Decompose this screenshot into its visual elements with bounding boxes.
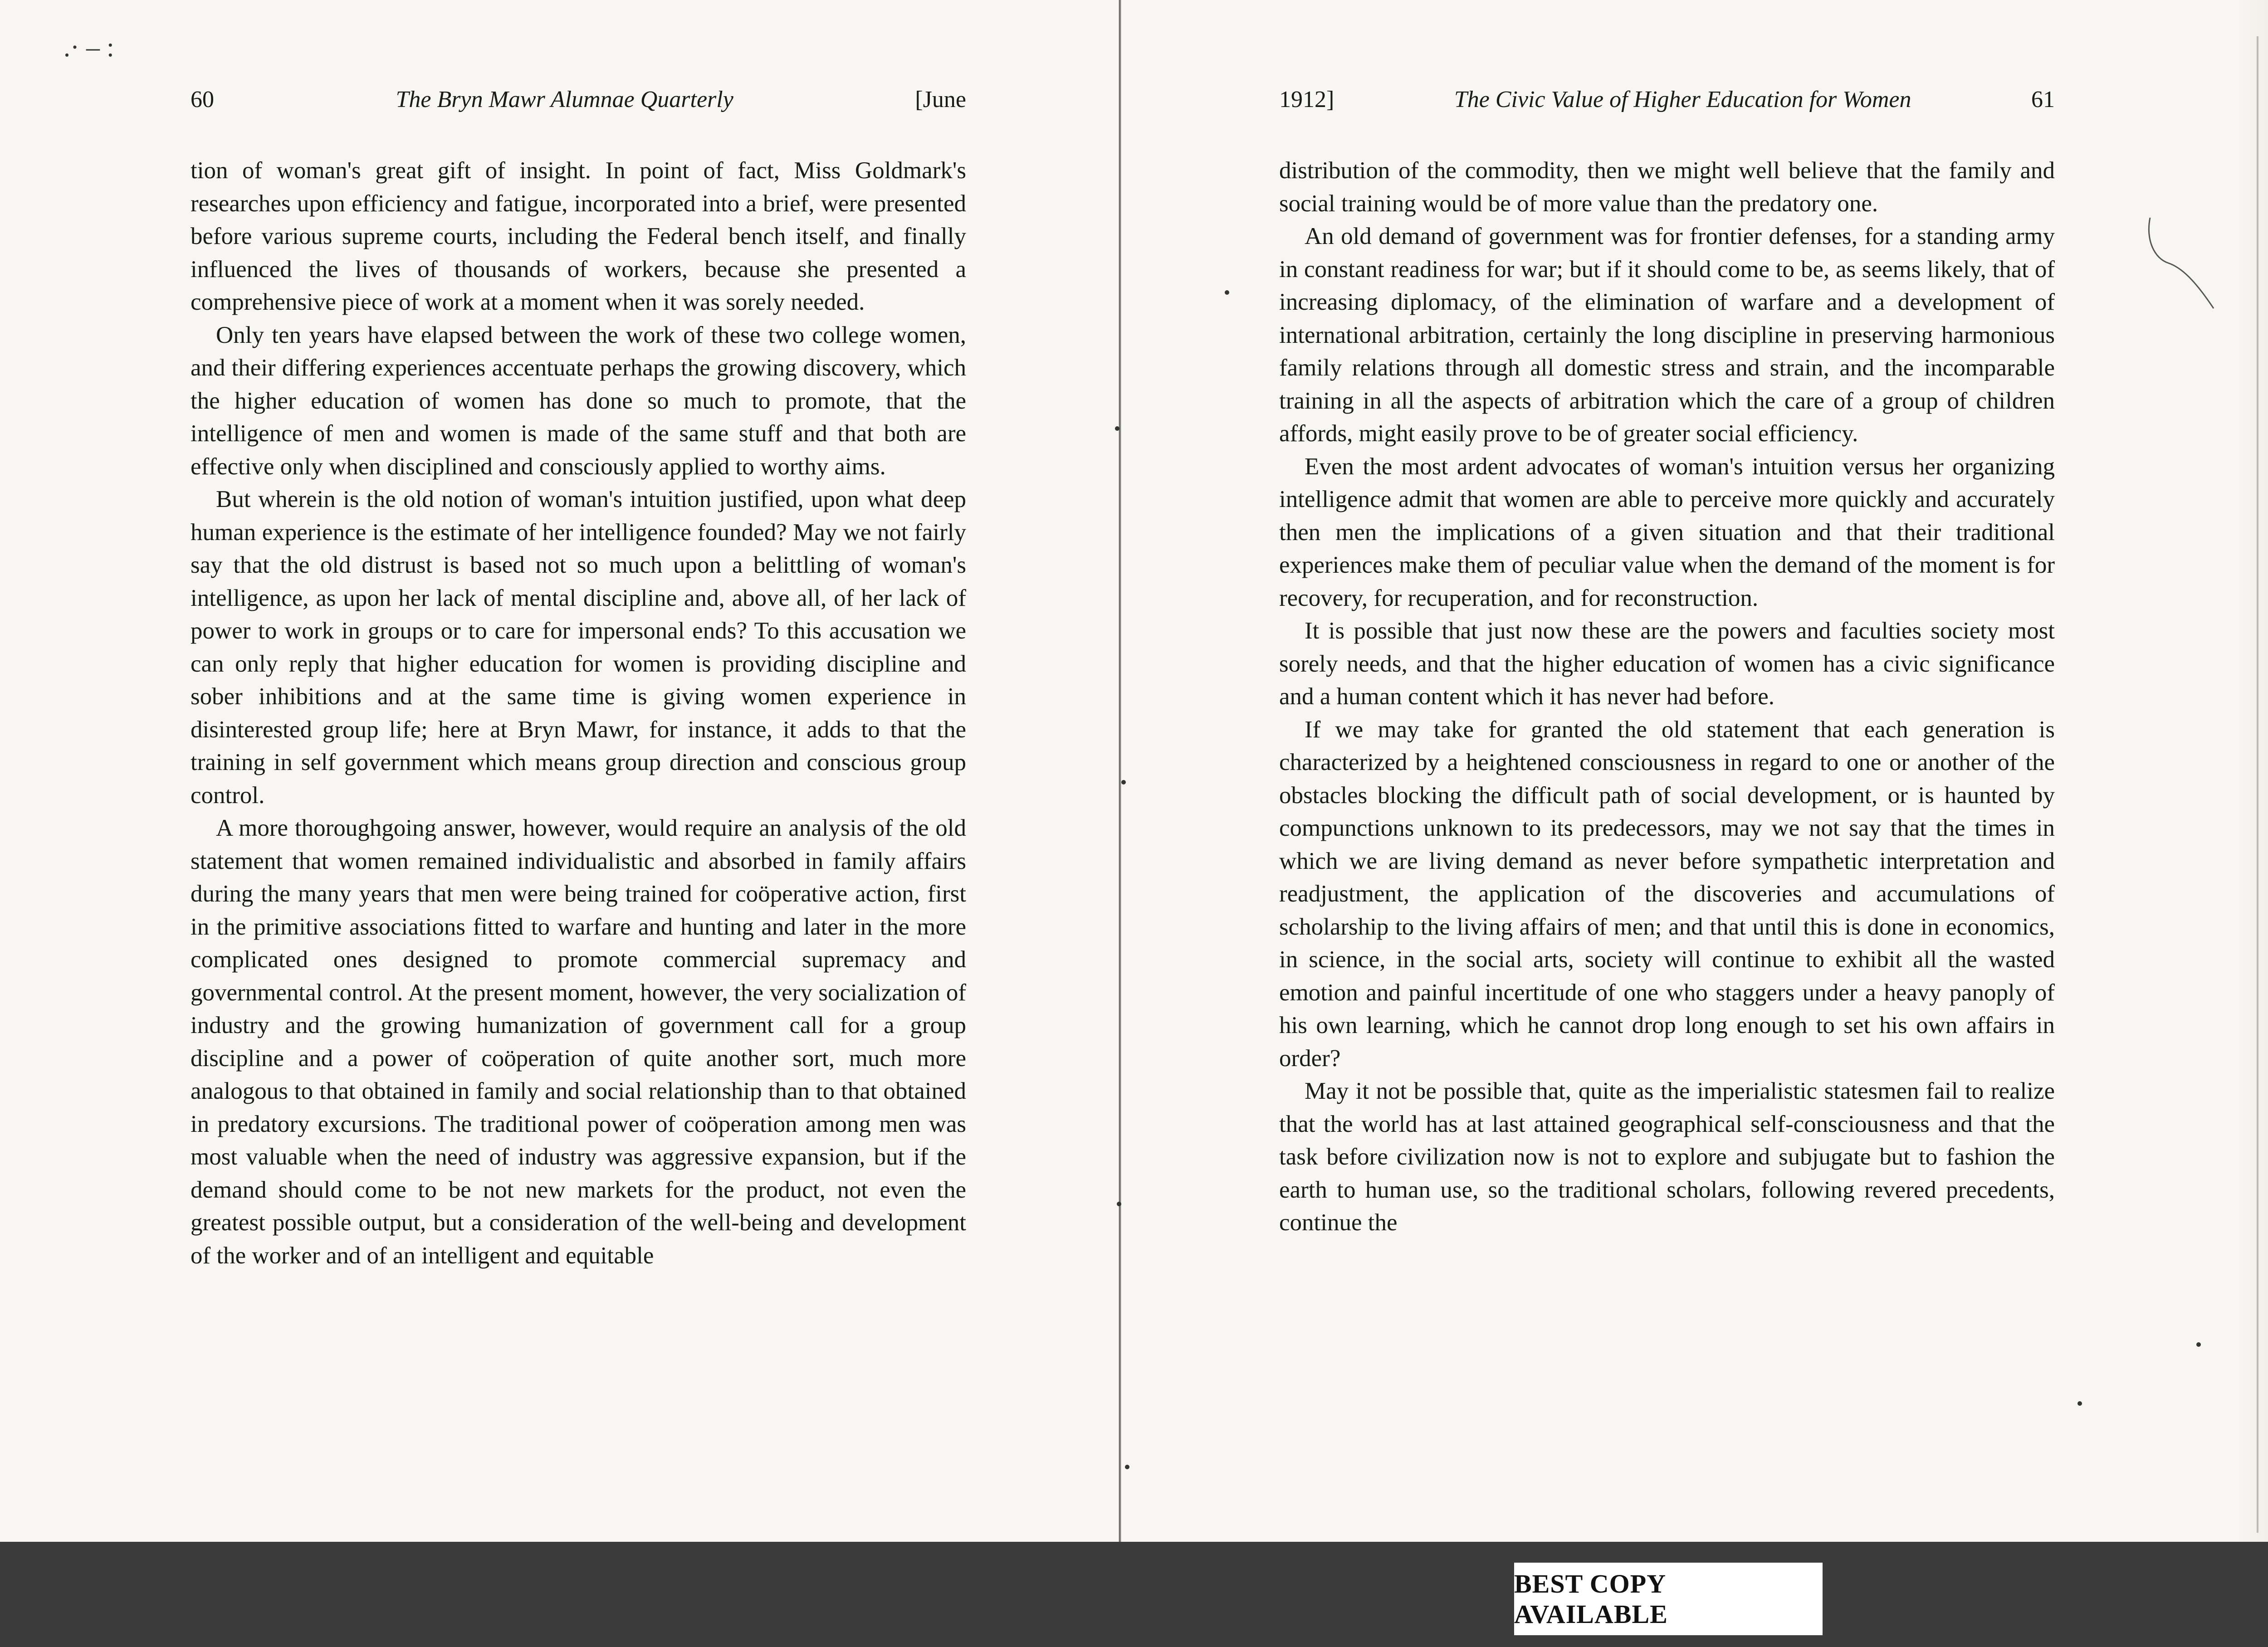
speck [2077,1401,2082,1406]
scan-bottom-band [0,1542,2268,1647]
paragraph: But wherein is the old notion of woman's intuition justified, upon what deep human experience is the estimate of her intelligence founded? May we not fairly say that the old distrust is based not so much upon a belittling of woman's intelligence, as upon her lack of mental discipline and, above all, of her lack of power to work in groups or to care for impersonal ends? To this accusation we can only reply that higher education for women is providing discipline and sober inhibitions and at the same time is giving women experience in disinterested group life; here at Bryn Mawr, for instance, it adds to that the training in self government which means group direction and conscious group control. [191,486,966,809]
speck [1125,1465,1129,1469]
paragraph: An old demand of government was for frontier defenses, for a standing army in constant readiness for war; but if it should come to be, as seems likely, that of increasing diplomacy, of the elimination of warfare and a development of international arbitration, certainly the long discipline in preserving harmonious family relations through all domestic stress and strain, and the incomparable training in all the aspects of arbitration which the care of a group of children affords, might easily prove to be of greater social efficiency. [1279,223,2055,447]
left-body-text [191,154,966,1272]
pencil-scribble [2141,213,2232,313]
smudge-mark: .· ‒ : [64,32,114,62]
right-page-number: 61 [2031,87,2055,112]
best-copy-stamp: BEST COPY AVAILABLE [1514,1563,1823,1635]
scan-right-edge [2236,0,2268,1542]
speck [2196,1342,2201,1347]
paragraph: It is possible that just now these are the powers and faculties society most sorely needs, and that the higher education of women has a civic significance and a human content which it has never had before. [1279,618,2055,710]
paragraph: Even the most ardent advocates of woman's intuition versus her organizing intelligence admit that women are able to perceive more quickly and accurately then men the implications of a given situation and that their traditional experiences make them of peculiar value when the demand of the moment is for recovery, for recuperation, and for reconstruction. [1279,453,2055,611]
paragraph: Only ten years have elapsed between the work of these two college women, and their differing experiences accentuate perhaps the growing discovery, which the higher education of women has done so much to promote, that the intelligence of men and women is made of the same stuff and that both are effective only when disciplined and consciously applied to worthy aims. [191,322,966,480]
right-body-text [1279,154,2055,1239]
right-running-title: The Civic Value of Higher Education for Women [1454,87,1911,112]
book-gutter [1119,0,1121,1542]
edge-line [2257,36,2258,1533]
left-page-date: [June [915,87,966,112]
paragraph: distribution of the commodity, then we might well believe that the family and social training would be of more value than the predatory one. [1279,157,2055,217]
paragraph: May it not be possible that, quite as the imperialistic statesmen fail to realize that the world has at last attained geographical self-consciousness and that the task before civilization now is not to explore and subjugate but to fashion the earth to human use, so the traditional scholars, following revered precedents, continue the [1279,1078,2055,1236]
right-page-date: 1912] [1279,87,1334,112]
speck [1121,780,1126,785]
right-running-head [1279,86,2055,127]
paragraph: tion of woman's great gift of insight. In point of fact, Miss Goldmark's researches upon efficiency and fatigue, incorporated into a brief, were presented before various supreme courts, including the Federal bench itself, and finally influenced the lives of thousands of workers, because she presented a comprehensive piece of work at a moment when it was sorely needed. [191,157,966,315]
speck [1115,426,1119,431]
left-page [191,86,966,1272]
left-page-number: 60 [191,87,214,112]
right-page [1279,86,2055,1239]
paragraph: If we may take for granted the old statement that each generation is characterized by a heightened consciousness in regard to one or another of the obstacles blocking the difficult path of social development, or is haunted by compunctions unknown to its predecessors, may we not say that the times in which we are living demand as never before sympathetic interpretation and readjustment, the application of the discoveries and accumulations of scholarship to the living affairs of men; and that until this is done in economics, in science, in the social arts, society will continue to exhibit all the wasted emotion and painful incertitude of one who staggers under a heavy panoply of his own learning, which he cannot drop long enough to set his own affairs in order? [1279,716,2055,1072]
speck [1225,290,1229,295]
left-running-title: The Bryn Mawr Alumnae Quarterly [396,87,733,112]
speck [1117,1202,1121,1206]
paragraph: A more thoroughgoing answer, however, would require an analysis of the old statement that women remained individualistic and absorbed in family affairs during the many years that men were being trained for coöperative action, first in the primitive associations fitted to warfare and hunting and later in the more complicated ones designed to promote commercial supremacy and governmental control. At the present moment, however, the very socialization of industry and the growing humanization of government call for a group discipline and a power of coöperation of quite another sort, much more analogous to that obtained in family and social relationship than to that obtained in predatory excursions. The traditional power of coöperation among men was most valuable when the need of industry was aggressive expansion, but if the demand should come to be not new markets for the product, not even the greatest possible output, but a consideration of the well-being and development of the worker and of an intelligent and equitable [191,815,966,1269]
left-running-head [191,86,966,127]
